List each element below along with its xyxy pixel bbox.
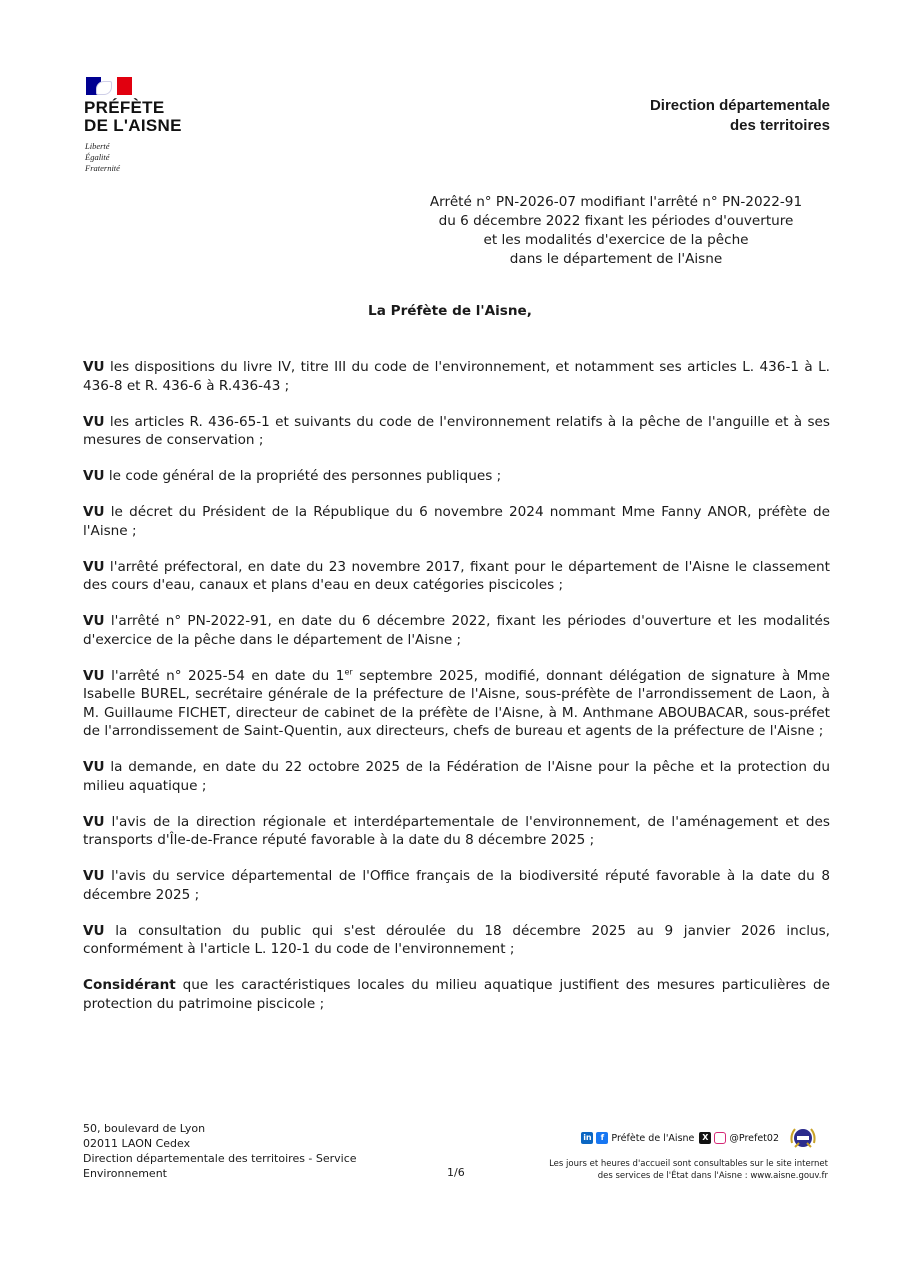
arrete-title: Arrêté n° PN-2026-07 modifiant l'arrêté n° PN-2022-91 du 6 décembre 2022 fixant les périodes d'ouverture et les modalités d'exercice de la pêche dans le département de l'Aisne — [429, 194, 803, 267]
visa-paragraph: VU l'avis du service départemental de l'Office français de la biodiversité réputé favorable à la date du 8 décembre 2025 ; — [83, 868, 830, 903]
page-number: 1/6 — [447, 1166, 465, 1179]
social-links — [581, 1124, 818, 1152]
visa-paragraph: VU l'arrêté préfectoral, en date du 23 novembre 2017, fixant pour le département de l'Aisne le classement des cours d'eau, canaux et plans d'eau en deux catégories piscicoles ; — [83, 558, 830, 593]
considerant-paragraph: Considérant que les caractéristiques locales du milieu aquatique justifient des mesures particulières de protection du patrimoine piscicole ; — [83, 977, 830, 1012]
instagram-icon[interactable] — [714, 1132, 726, 1144]
social-handle[interactable]: @Prefet02 — [729, 1132, 779, 1144]
visa-paragraph: VU l'avis de la direction régionale et interdépartementale de l'environnement, de l'aménagement et des transports d'Île-de-France réputé favorable à la date du 8 décembre 2025 ; — [83, 813, 830, 848]
visa-paragraph: VU les articles R. 436-65-1 et suivants du code de l'environnement relatifs à la pêche de l'anguille et à ses mesures de conservation ; — [83, 413, 830, 448]
visa-paragraph: VU les dispositions du livre IV, titre III du code de l'environnement, et notamment ses articles L. 436-1 à L. 436-8 et R. 436-6 à R.436-43 ; — [83, 359, 830, 394]
prefecture-name: PRÉFÈTE DE L'AISNE — [84, 98, 182, 135]
visa-paragraph: VU le code général de la propriété des personnes publiques ; — [83, 468, 502, 484]
x-icon[interactable]: X — [699, 1132, 711, 1144]
social-name[interactable]: Préfète de l'Aisne — [611, 1132, 695, 1144]
republique-devise: Liberté Égalité Fraternité — [85, 141, 120, 173]
access-info: Les jours et heures d'accueil sont consultables sur le site internet des services de l'État dans l'Aisne : www.aisne.gouv.fr — [549, 1159, 828, 1181]
prefet-heading: La Préfète de l'Aisne, — [368, 303, 532, 319]
visa-paragraph: VU la demande, en date du 22 octobre 2025 de la Fédération de l'Aisne pour la pêche et la protection du milieu aquatique ; — [83, 759, 830, 794]
visa-paragraph: VU l'arrêté n° 2025-54 en date du 1er septembre 2025, modifié, donnant délégation de signature à Mme Isabelle BUREL, secrétaire générale de la préfecture de l'Aisne, sous-préfète de l'arrondissement de Laon, à M. Guillaume FICHET, directeur de cabinet de la préfète de l'Aisne, à M. Anthmane ABOUBACAR, sous-préfet de l'arrondissement de Saint-Quentin, aux directeurs, chefs de bureau et agents de la préfecture de l'Aisne ; — [83, 666, 830, 739]
visas-list — [83, 358, 830, 1031]
service-title: Direction départementale des territoires — [649, 97, 830, 134]
linkedin-icon[interactable]: in — [583, 1133, 592, 1142]
facebook-icon[interactable]: f — [596, 1132, 608, 1144]
visa-paragraph: VU l'arrêté n° PN-2022-91, en date du 6 décembre 2022, fixant les périodes d'ouverture et les modalités d'exercice de la pêche dans le département de l'Aisne ; — [83, 613, 830, 648]
footer-address: 50, boulevard de Lyon 02011 LAON Cedex Direction départementale des territoires - Service Environnement — [83, 1122, 357, 1180]
qualite-label-icon — [788, 1123, 818, 1153]
visa-paragraph: VU le décret du Président de la République du 6 novembre 2024 nommant Mme Fanny ANOR, préfète de l'Aisne ; — [83, 504, 830, 539]
visa-paragraph: VU la consultation du public qui s'est déroulée du 18 décembre 2025 au 9 janvier 2026 inclus, conformément à l'article L. 120-1 du code de l'environnement ; — [83, 922, 830, 957]
republique-logo — [86, 77, 132, 95]
